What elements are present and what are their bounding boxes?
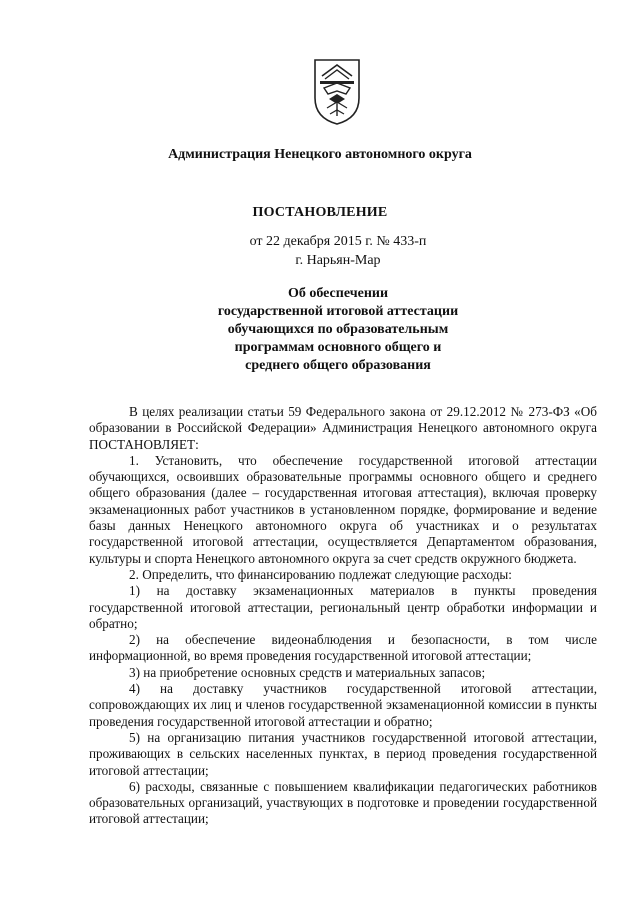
document-date-number: от 22 декабря 2015 г. № 433-п (249, 234, 427, 249)
title-line: среднего общего образования (245, 358, 431, 373)
expense-item-5: 5) на организацию питания участников государственной итоговой аттестации, проживающих в сельских населенных пунктах, в период проведения государственной итоговой аттестации; (89, 729, 597, 778)
nenets-coat-of-arms-icon (312, 58, 362, 126)
expense-item-3: 3) на приобретение основных средств и материальных запасов; (129, 664, 486, 680)
title-line: государственной итоговой аттестации (217, 304, 459, 319)
expense-item-4: 4) на доставку участников государственной итоговой аттестации, сопровождающих их лиц и членов государственной экзаменационной комиссии в пункты проведения государственной итоговой аттестации и обратно; (89, 681, 597, 729)
document-type: ПОСТАНОВЛЕНИЕ (252, 205, 388, 220)
clause-2-paragraph: 2. Определить, что финансированию подлежат следующие расходы: (129, 566, 512, 582)
preamble-paragraph: В целях реализации статьи 59 Федерального закона от 29.12.2012 № 273-ФЗ «Об образовании в Российской Федерации» Администрация Ненецкого автономного округа ПОСТАНОВЛЯЕТ: (89, 404, 597, 452)
expense-item-1: 1) на доставку экзаменационных материалов в пункты проведения государственной итоговой аттестации, региональный центр обработки информации и обратно; (89, 583, 597, 631)
title-line: программам основного общего и (234, 340, 442, 355)
title-line: обучающихся по образовательным (227, 322, 449, 337)
document-body (89, 404, 597, 828)
document-city: г. Нарьян-Мар (295, 253, 381, 268)
clause-1-paragraph: 1. Установить, что обеспечение государственной итоговой аттестации обучающихся, освоивших образовательные программы основного общего и среднего общего образования (далее – государственная итоговая аттестация), включая проверку экзаменационных работ участников в установленном порядке, формирование и ведение базы данных Ненецкого автономного округа об участниках и о результатах государственной итоговой аттестации, осуществляется Департаментом образования, культуры и спорта Ненецкого автономного округа за счет средств окружного бюджета. (89, 452, 597, 566)
expense-item-6: 6) расходы, связанные с повышением квалификации педагогических работников образовательных организаций, участвующих в подготовке и проведении государственной итоговой аттестации; (89, 778, 597, 827)
organization-name: Администрация Ненецкого автономного округа (168, 147, 472, 162)
expense-item-2: 2) на обеспечение видеонаблюдения и безопасности, в том числе информационной, во время проведения государственной итоговой аттестации; (89, 632, 597, 664)
document-title (0, 285, 640, 375)
title-line: Об обеспечении (287, 286, 389, 301)
